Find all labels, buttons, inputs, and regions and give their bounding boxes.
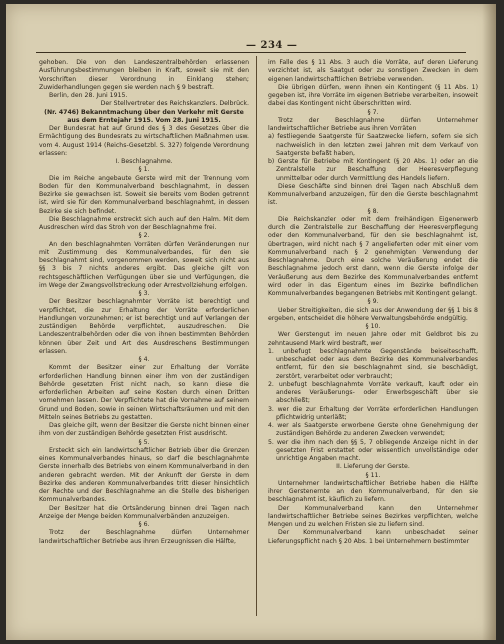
- left-paragraph: Ersteckt sich ein landwirtschaftlicher Betrieb über die Grenzen eines Kommunalverbandes hinaus, so darf die beschlagnahmte Gerste innerhalb des Betriebs von einem Kommunalverband in den anderen gebracht werden. Mit der Ankunft der Gerste in dem Bezirke des anderen Kommunalverbandes tritt dieser hinsichtlich der Rechte und der Beschlagnahme an die Stelle des bisherigen Kommunalverbandes.: [39, 446, 249, 504]
- left-paragraph: Der Bundesrat hat auf Grund des § 3 des Gesetzes über die Ermächtigung des Bundesrats zu wirtschaftlichen Maßnahmen usw. vom 4. August 1914 (Reichs-Gesetzbl. S. 327) folgende Verordnung erlassen:: [39, 125, 249, 157]
- right-paragraph: § 8.: [367, 207, 379, 215]
- page-number: — 234 —: [246, 40, 298, 51]
- right-paragraph: Der Kommunalverband kann den Unternehmer landwirtschaftlicher Betriebe seines Bezirkes verpflichten, welche Mengen und zu welchen Fristen sie zu liefern sind.: [268, 504, 478, 528]
- page-edge-shadow: [482, 4, 496, 640]
- right-paragraph: Unternehmer landwirtschaftlicher Betriebe haben die Hälfte ihrer Gerstenernte an den Kommunalverband, für den sie beschlagnahmt ist, käuflich zu liefern.: [268, 479, 478, 504]
- left-paragraph: Kommt der Besitzer einer zur Erhaltung der Vorräte erforderlichen Handlung binnen einer ihm von der zuständigen Behörde gesetzten Frist nicht nach, so kann diese die erforderlichen Arbeiten auf seine Kosten durch einen Dritten vornehmen lassen. Der Verpflichtete hat die Vornahme auf seinem Grund und Boden, sowie in seinen Wirtschaftsräumen und mit den Mitteln seines Betriebs zu gestatten.: [39, 364, 249, 421]
- right-paragraph: § 7.: [367, 108, 379, 116]
- header-rule: [36, 52, 466, 53]
- right-paragraph: Diese Geschäfte sind binnen drei Tagen nach Abschluß dem Kommunalverband anzuzeigen, für den die Gerste beschlagnahmt ist.: [268, 182, 478, 207]
- left-paragraph: § 5.: [138, 438, 150, 446]
- page-header: [6, 40, 496, 52]
- right-paragraph: 2. unbefugt beschlagnahmte Vorräte verkauft, kauft oder ein anderes Veräußerungs- oder Erwerbsgeschäft über sie abschließt;: [268, 380, 478, 405]
- left-paragraph: § 6.: [138, 521, 150, 528]
- left-paragraph: Der Besitzer hat die Ortsänderung binnen drei Tagen nach Anzeige der Menge beiden Kommunalverbänden anzuzeigen.: [39, 504, 249, 520]
- left-paragraph: Der Besitzer beschlagnahmter Vorräte ist berechtigt und verpflichtet, die zur Erhaltung der Vorräte erforderlichen Handlungen vorzunehmen; er ist berechtigt und auf Verlangen der zuständigen Behörde verpflichtet, auszudreschen. Die Landeszentralbehörden oder die von ihnen bestimmten Behörden können über Zeit und Art des Ausdreschens Bestimmungen erlassen.: [39, 298, 249, 355]
- right-paragraph: 4. wer als Saatgerste erworbene Gerste ohne Genehmigung der zuständigen Behörde zu anderen Zwecken verwendet;: [268, 422, 478, 438]
- left-paragraph: Die im Reiche angebaute Gerste wird mit der Trennung vom Boden für den Kommunalverband beschlagnahmt, in dessen Bezirke sie gewachsen ist. Soweit sie bereits vom Boden getrennt ist, wird sie für den Kommunalverband beschlagnahmt, in dessen Bezirke sie sich befindet.: [39, 174, 249, 215]
- right-paragraph: im Falle des § 11 Abs. 3 auch die Vorräte, auf deren Lieferung verzichtet ist, als Saatgut oder zu sonstigen Zwecken in dem eigenen landwirtschaftlichen Betriebe verwenden.: [268, 59, 478, 83]
- left-paragraph: § 4.: [138, 356, 150, 363]
- left-paragraph: Der Stellvertreter des Reichskanzlers. Delbrück.: [100, 100, 249, 108]
- right-paragraph: b) Gerste für Betriebe mit Kontingent (§ 20 Abs. 1) oder an die Zentralstelle zur Beschaffung der Heeresverpflegung unmittelbar oder durch Vermittlung des Handels liefern.: [268, 158, 478, 182]
- right-paragraph: § 11.: [365, 471, 381, 479]
- left-paragraph: (Nr. 4746) Bekanntmachung über den Verkehr mit Gerste aus dem Erntejahr 1915. Vom 28. Juni 1915.: [44, 108, 244, 124]
- left-paragraph: § 1.: [138, 166, 150, 174]
- right-paragraph: 1. unbefugt beschlagnahmte Gegenstände beiseiteschafft, unbeschadet oder aus dem Bezirke des Kommunalverbandes entfernt, für den sie beschlagnahmt sind, sie beschädigt, zerstört, verarbeitet oder verbraucht;: [268, 347, 478, 380]
- left-paragraph: Das gleiche gilt, wenn der Besitzer die Gerste nicht binnen einer ihm von der zuständigen Behörde gesetzten Frist ausdrischt.: [39, 422, 249, 438]
- right-paragraph: II. Lieferung der Gerste.: [336, 463, 410, 471]
- document-page: [6, 4, 496, 640]
- right-paragraph: Trotz der Beschlagnahme dürfen Unternehmer landwirtschaftlicher Betriebe aus ihren Vorräten: [268, 116, 478, 132]
- right-paragraph: § 10.: [365, 323, 381, 330]
- left-paragraph: gehoben. Die von den Landeszentralbehörden erlassenen Ausführungsbestimmungen bleiben in Kraft, soweit sie mit den Vorschriften dieser Verordnung in Einklang stehen; Zuwiderhandlungen gegen sie werden nach § 9 bestraft.: [39, 59, 249, 91]
- right-paragraph: § 9.: [367, 298, 379, 306]
- right-paragraph: 3. wer die zur Erhaltung der Vorräte erforderlichen Handlungen pflichtwidrig unterläßt;: [268, 405, 478, 421]
- right-paragraph: Die übrigen dürfen, wenn ihnen ein Kontingent (§ 11 Abs. 1) gegeben ist, ihre Vorräte im eigenen Betriebe verarbeiten, insoweit dabei das Kontingent nicht überschritten wird.: [268, 83, 478, 108]
- right-paragraph: Die Reichskanzler oder mit dem freihändigen Eigenerwerb durch die Zentralstelle zur Beschaffung der Heeresverpflegung oder den Kommunalverband, für den sie beschlagnahmt ist, übertragen, wird nicht nach § 7 angelieferten oder mit einer vom Kommunalverband nach § 2 genehmigten Verwendung der Beschlagnahme. Durch eine solche Veräußerung endet die Beschlagnahme jedoch erst dann, wenn die Gerste infolge der Veräußerung aus dem Bezirke des Kommunalverbandes entfernt wird oder in das Eigentum eines im Bezirke befindlichen Kommunalverbandes begangenen Betriebs mit Kontingent gelangt.: [268, 215, 478, 297]
- left-paragraph: Trotz der Beschlagnahme dürfen Unternehmer landwirtschaftlicher Betriebe aus ihren Erzeugnissen die Hälfte,: [39, 529, 249, 545]
- left-paragraph: Die Beschlagnahme erstreckt sich auch auf den Halm. Mit dem Ausdreschen wird das Stroh von der Beschlagnahme frei.: [39, 215, 249, 231]
- left-column: [39, 59, 249, 546]
- column-divider: [256, 56, 257, 616]
- right-paragraph: 5. wer die ihm nach den §§ 5, 7 obliegende Anzeige nicht in der gesetzten Frist erstattet oder wissentlich unvollständige oder unrichtige Angaben macht.: [268, 438, 478, 462]
- left-paragraph: § 2.: [138, 232, 150, 240]
- left-paragraph: I. Beschlagnahme.: [115, 158, 173, 165]
- right-paragraph: Der Kommunalverband kann unbeschadet seiner Lieferungspflicht nach § 20 Abs. 1 bei Unternehmern bestimmter: [268, 529, 478, 545]
- right-paragraph: a) festliegende Saatgerste für Saatzwecke liefern, sofern sie sich nachweislich in den letzten zwei Jahren mit dem Verkauf von Saatgerste befaßt haben,: [268, 133, 478, 157]
- left-paragraph: § 3.: [138, 290, 150, 297]
- right-paragraph: Wer Gerstengut im neuen Jahre oder mit Geldbrot bis zu zehntausend Mark wird bestraft, wer: [268, 331, 478, 347]
- left-paragraph: An den beschlagnahmten Vorräten dürfen Veränderungen nur mit Zustimmung des Kommunalverbandes, für den sie beschlagnahmt sind, vorgenommen werden, soweit sich nicht aus §§ 3 bis 7 nichts anderes ergibt. Das gleiche gilt von rechtsgeschäftlichen Verfügungen über sie und Verfügungen, die im Wege der Zwangsvollstreckung oder Arrestvollziehung erfolgen.: [39, 240, 249, 289]
- right-column: [268, 59, 478, 546]
- left-paragraph: Berlin, den 28. Juni 1915.: [49, 92, 128, 99]
- right-paragraph: Ueber Streitigkeiten, die sich aus der Anwendung der §§ 1 bis 8 ergeben, entscheidet die höhere Verwaltungsbehörde endgültig.: [268, 306, 478, 322]
